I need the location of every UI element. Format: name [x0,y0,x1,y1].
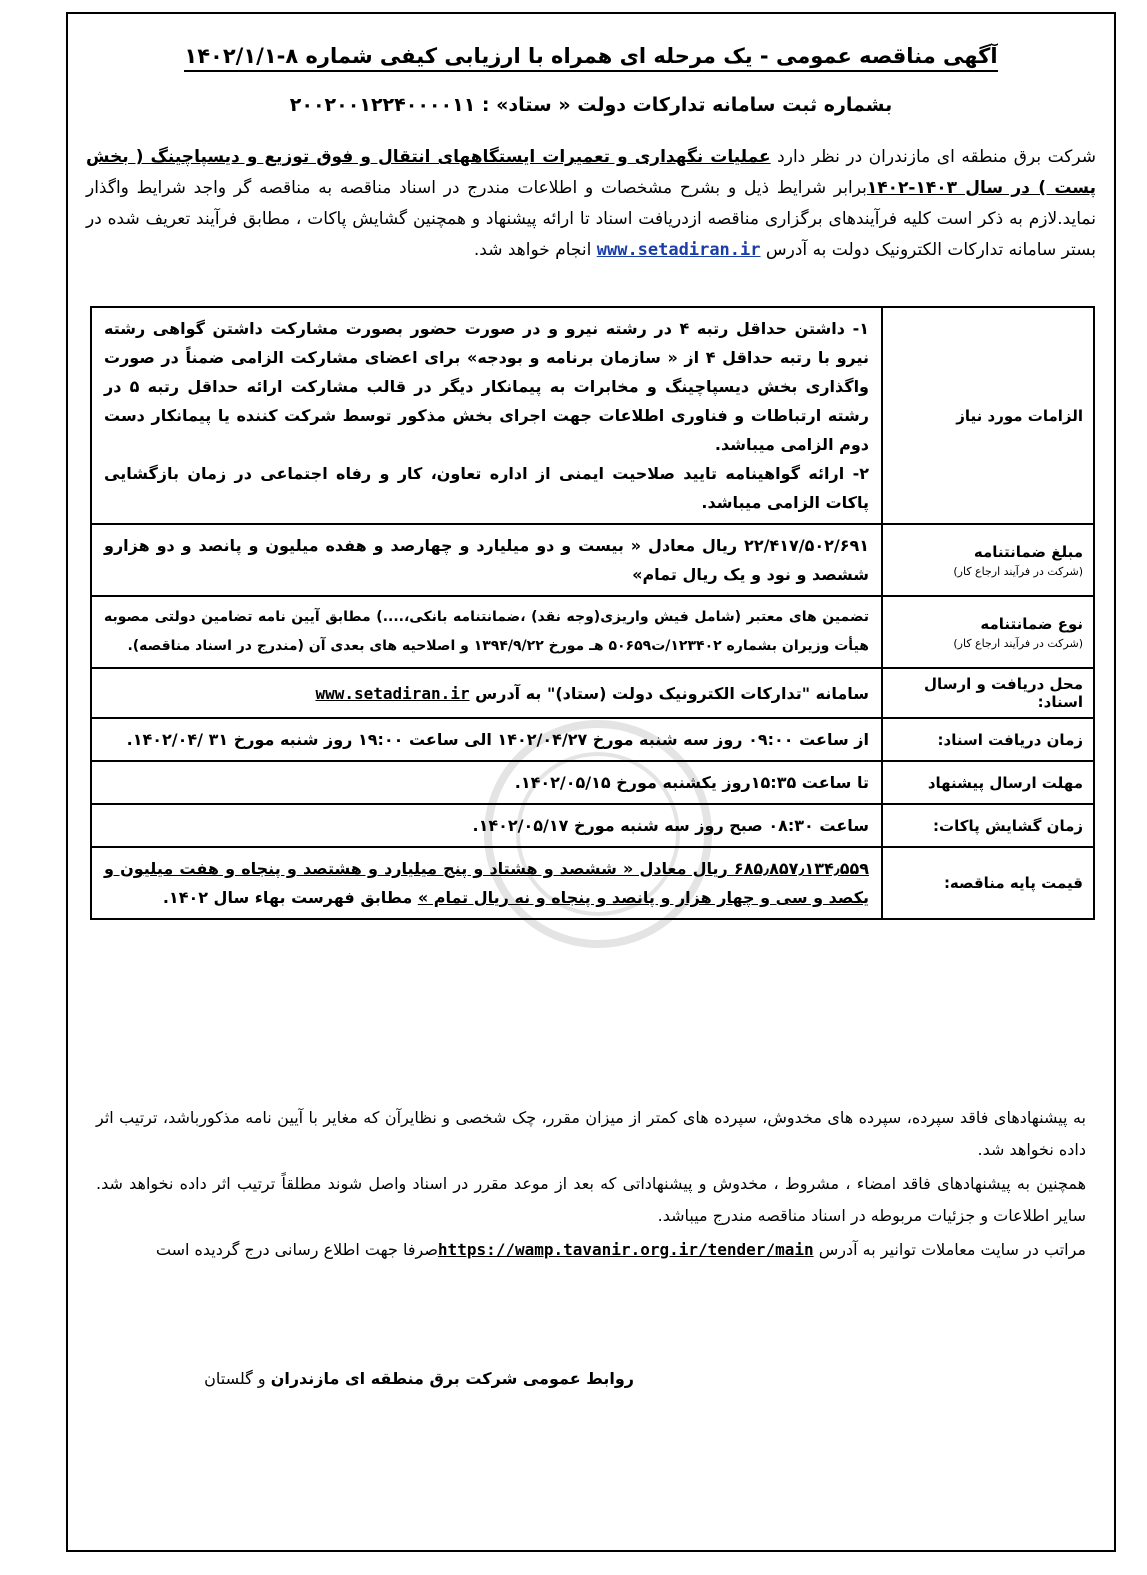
documents-place-label: محل دریافت و ارسال اسناد: [882,668,1094,718]
deadline-value: تا ساعت ۱۵:۳۵روز یکشنبه مورخ ۱۴۰۲/۰۵/۱۵. [91,761,882,804]
guarantee-type-label: نوع ضمانتنامه (شرکت در فرآیند ارجاع کار) [882,596,1094,668]
opening-time-value: ساعت ۰۸:۳۰ صبح روز سه شنبه مورخ ۱۴۰۲/۰۵/۱۷. [91,804,882,847]
requirements-value: ۱- داشتن حداقل رتبه ۴ در رشته نیرو و در صورت حضور بصورت مشارکت داشتن گواهی رشته نیرو با رتبه حداقل ۴ از « سازمان برنامه و بودجه» برای اعضای مشارکت الزامی ضمناً در صورت واگذاری بخش دیسپاچینگ و مخابرات به پیمانکار دیگر در قالب مشارکت ارائه حداقل رتبه ۵ در رشته ارتباطات و فناوری اطلاعات جهت اجرای بخش مذکور توسط شرکت کننده یا پیمانکار دست دوم الزامی میباشد. ۲- ارائه گواهینامه تایید صلاحیت ایمنی از اداره تعاون، کار و رفاه اجتماعی در زمان بازگشایی پاکات الزامی میباشد. [91,307,882,524]
table-row [91,804,1094,847]
tavanir-link[interactable]: https://wamp.tavanir.org.ir/tender/main [437,1240,814,1259]
guarantee-amount-label: مبلغ ضمانتنامه (شرکت در فرآیند ارجاع کار) [882,524,1094,596]
note-paragraph: همچنین به پیشنهادهای فاقد امضاء ، مشروط ، مخدوش و پیشنهاداتی که بعد از موعد مقرر در اسناد واصل شوند مطلقاً ترتیب اثر داده نخواهد شد. سایر اطلاعات و جزئیات مربوطه در اسناد مناقصه مندرج میباشد. [96,1174,1086,1225]
receive-time-value: از ساعت ۰۹:۰۰ روز سه شنبه مورخ ۱۴۰۲/۰۴/۲۷ الی ساعت ۱۹:۰۰ روز شنبه مورخ ۳۱ /۱۴۰۲/۰۴. [91,718,882,761]
document-frame [66,12,1116,1552]
base-price-label: قیمت پایه مناقصه: [882,847,1094,919]
page-title: آگهی مناقصه عمومی - یک مرحله ای همراه با ارزیابی کیفی شماره ۸-۱۴۰۲/۱/۱ [68,44,1114,68]
project-title: عملیات نگهداری و تعمیرات ایستگاههای انتقال و فوق توزیع و دیسپاچینگ ( بخش پست ) در سال ۱۴۰۳-۱۴۰۲ [86,147,1096,198]
table-row [91,524,1094,596]
base-price-value: ۶۸۵٫۸۵۷٫۱۳۴٫۵۵۹ ریال معادل « ششصد و هشتاد و پنج میلیارد و هشتصد و پنجاه و هفت میلیون و یکصد و سی و چهار هزار و پانصد و پنجاه و نه ریال تمام » مطابق فهرست بهاء سال ۱۴۰۲. [91,847,882,919]
setadiran-link[interactable]: www.setadiran.ir [596,240,761,260]
table-row [91,718,1094,761]
opening-time-label: زمان گشایش پاکات: [882,804,1094,847]
table-row [91,668,1094,718]
setadiran-link[interactable]: www.setadiran.ir [315,683,470,703]
note-paragraph: مراتب در سایت معاملات توانیر به آدرس https://wamp.tavanir.org.ir/tender/mainصرفا جهت اطلاع رسانی درج گردیده است [155,1240,1086,1259]
documents-place-value: سامانه "تدارکات الکترونیک دولت (ستاد)" به آدرس www.setadiran.ir [91,668,882,718]
guarantee-type-value: تضمین های معتبر (شامل فیش واریزی(وجه نقد) ،ضمانتنامه بانکی،....) مطابق آیین نامه تضامین دولتی مصوبه هیأت وزیران بشماره ۱۲۳۴۰۲/ت۵۰۶۵۹ هـ مورخ ۱۳۹۴/۹/۲۲ و اصلاحیه های بعدی آن (مندرج در اسناد مناقصه). [91,596,882,668]
requirements-label: الزامات مورد نیاز [882,307,1094,524]
intro-paragraph: شرکت برق منطقه ای مازندران در نظر دارد عملیات نگهداری و تعمیرات ایستگاههای انتقال و فوق توزیع و دیسپاچینگ ( بخش پست ) در سال ۱۴۰۳-۱۴۰۲برابر شرایط ذیل و بشرح مشخصات و اطلاعات مندرج در اسناد مناقصه به مناقصه گر واجد شرایط واگذار نماید.لازم به ذکر است کلیه فرآیندهای برگزاری مناقصه ازدریافت اسناد تا ارائه پیشنهاد و همچنین گشایش پاکات ، مطابق فرآیند تعریف شده در بستر سامانه تدارکات الکترونیک دولت به آدرس www.setadiran.ir انجام خواهد شد. [86,147,1096,260]
note-paragraph: به پیشنهادهای فاقد سپرده، سپرده های مخدوش، سپرده های کمتر از میزان مقرر، چک شخصی و نظایرآن که مغایر با آیین نامه مذکورباشد، ترتیب اثر داده نخواهد شد. [96,1108,1086,1159]
receive-time-label: زمان دریافت اسناد: [882,718,1094,761]
table-row [91,761,1094,804]
closing-notes [96,1102,1086,1268]
tender-details-table [90,306,1095,920]
table-row [91,847,1094,919]
page-subtitle: بشماره ثبت سامانه تدارکات دولت « ستاد» : ۲۰۰۲۰۰۱۲۲۴۰۰۰۰۱۱ [289,94,893,116]
table-row [91,596,1094,668]
deadline-label: مهلت ارسال پیشنهاد [882,761,1094,804]
guarantee-amount-value: ۲۲/۴۱۷/۵۰۲/۶۹۱ ریال معادل « بیست و دو میلیارد و چهارصد و هفده میلیون و پانصد و دو هزارو ششصد و نود و یک ریال تمام» [91,524,882,596]
table-row [91,307,1094,524]
signature: روابط عمومی شرکت برق منطقه ای مازندران و گلستان [204,1369,634,1388]
